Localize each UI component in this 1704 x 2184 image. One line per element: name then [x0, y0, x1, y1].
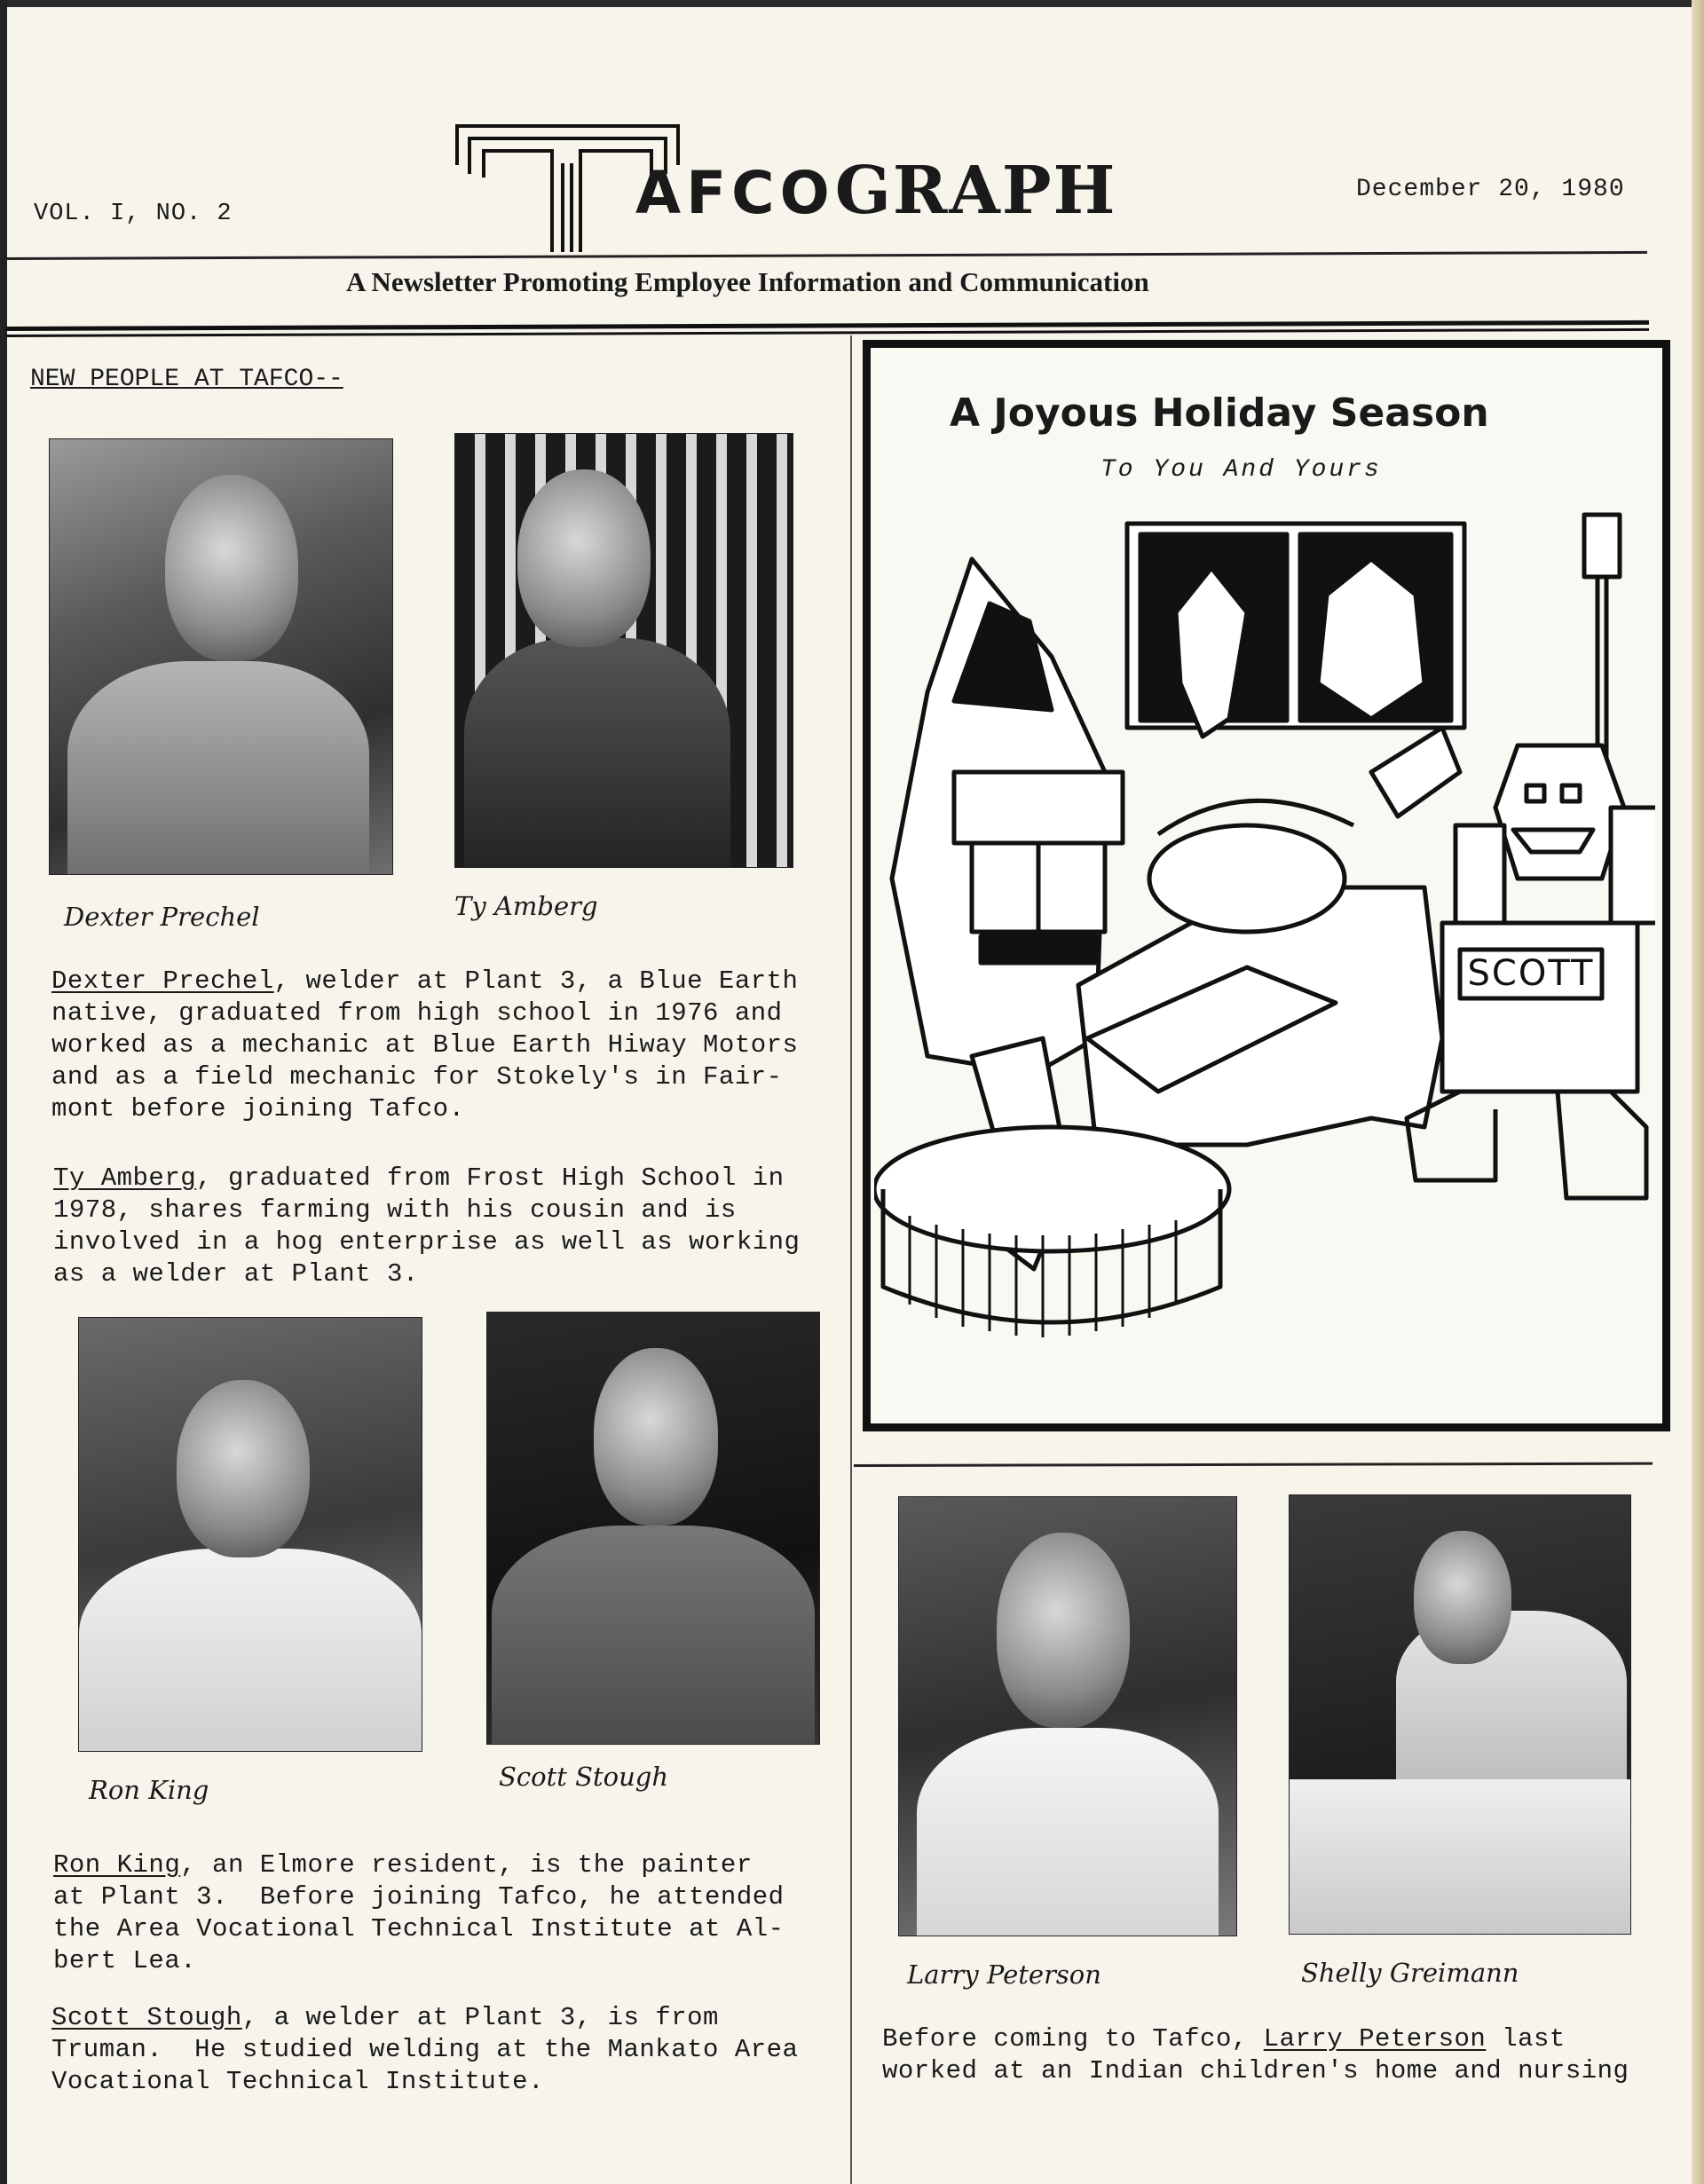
bio-name: Ty Amberg — [53, 1163, 197, 1193]
section-rule — [854, 1463, 1653, 1467]
page-edge-top — [0, 0, 1704, 7]
robot-badge: SCOTT — [1467, 953, 1595, 994]
issue-date: December 20, 1980 — [1356, 176, 1625, 203]
photo-larry-peterson — [898, 1496, 1237, 1936]
bio-name: Ron King — [53, 1850, 181, 1880]
page-edge-right — [1692, 0, 1704, 2184]
section-heading: NEW PEOPLE AT TAFCO-- — [30, 366, 343, 393]
bio-scott-stough: Scott Stough, a welder at Plant 3, is from Truman. He studied welding at the Mankato Area Vocational Technical Institute. — [51, 2003, 799, 2096]
photo-ty-amberg — [454, 433, 793, 868]
photo-scott-stough — [486, 1312, 820, 1745]
newsletter-title — [635, 153, 1116, 233]
photo-shelly-greimann — [1289, 1494, 1631, 1935]
caption-ty-amberg: Ty Amberg — [454, 891, 598, 921]
holiday-subtitle: To You And Yours — [1100, 456, 1382, 484]
caption-shelly-greimann: Shelly Greimann — [1301, 1958, 1519, 1988]
bio-ron-king: Ron King, an Elmore resident, is the painter at Plant 3. Before joining Tafco, he attended the Area Vocational Technical Institute at Al- bert Lea. — [53, 1850, 785, 1975]
photo-dexter-prechel — [49, 438, 393, 875]
bio-name: Scott Stough — [51, 2003, 242, 2032]
bio-ty-amberg: Ty Amberg, graduated from Frost High School in 1978, shares farming with his cousin and is involved in a hog enterprise as well as working as a welder at Plant 3. — [53, 1163, 801, 1289]
holiday-cartoon-illustration — [874, 506, 1655, 1420]
bio-name: Dexter Prechel — [51, 966, 274, 996]
bio-name: Larry Peterson — [1263, 2024, 1487, 2054]
title-graph: GRAPH — [834, 153, 1117, 229]
holiday-title: A Joyous Holiday Season — [950, 390, 1489, 436]
caption-ron-king: Ron King — [89, 1775, 209, 1805]
photo-ron-king — [78, 1317, 422, 1752]
tagline: A Newsletter Promoting Employee Information and Communication — [346, 266, 1149, 297]
volume-number: VOL. I, NO. 2 — [34, 201, 233, 227]
caption-dexter-prechel: Dexter Prechel — [64, 902, 260, 932]
column-divider — [850, 335, 852, 2184]
bio-larry-peterson: Before coming to Tafco, Larry Peterson last worked at an Indian children's home and nursing — [882, 2024, 1629, 2085]
bio-dexter-prechel: Dexter Prechel, welder at Plant 3, a Blue Earth native, graduated from high school in 1976 and worked as a mechanic at Blue Earth Hiway Motors and as a field mechanic for Stokely's in Fair- mont before joining Tafco. — [51, 966, 799, 1124]
title-afco: AFCO — [635, 159, 835, 227]
masthead-rule — [5, 251, 1647, 260]
caption-larry-peterson: Larry Peterson — [907, 1959, 1101, 1990]
caption-scott-stough: Scott Stough — [499, 1762, 668, 1792]
